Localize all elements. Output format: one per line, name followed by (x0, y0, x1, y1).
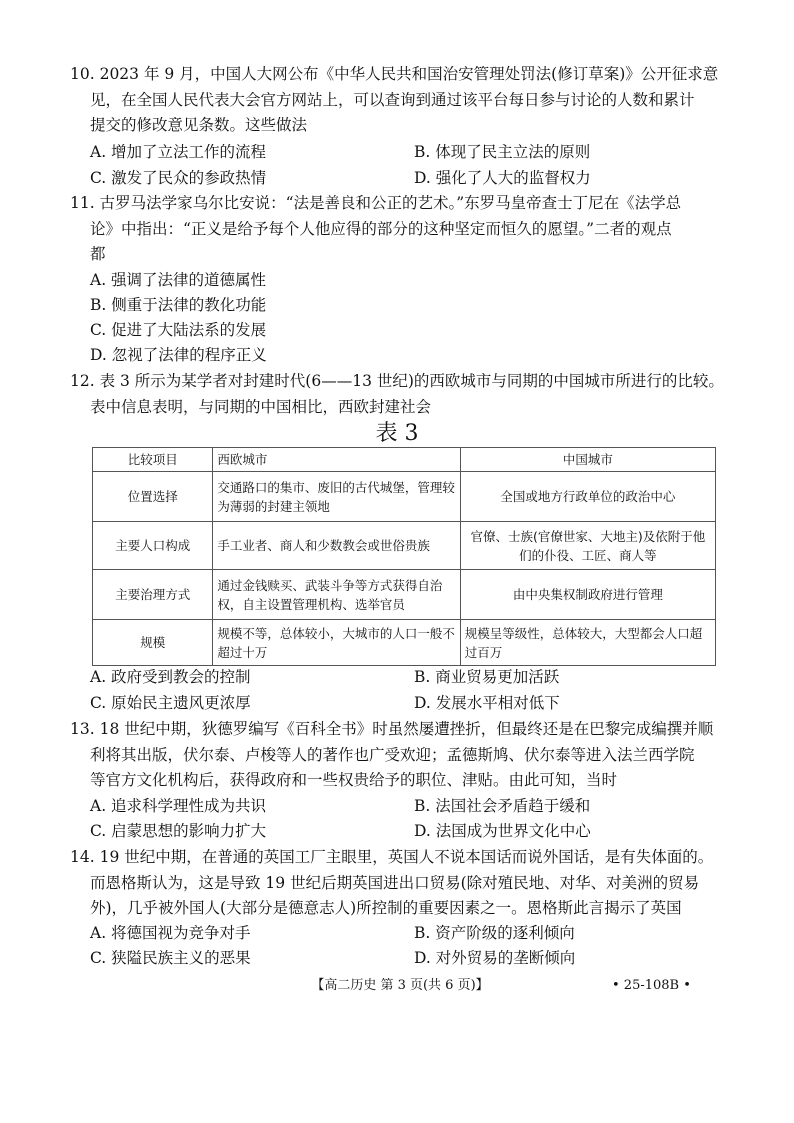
table-row (93, 620, 716, 666)
question-14-line-2: 而恩格斯认为，这是导致 19 世纪后期英国进出口贸易(除对殖民地、对华、对美洲的贸易 (90, 873, 700, 892)
question-10-line-3: 提交的修改意见条数。这些做法 (90, 116, 308, 134)
question-13-line-1: 13. 18 世纪中期，狄德罗编写《百科全书》时虽然屡遭挫折，但最终还是在巴黎完成编撰并顺 (70, 720, 714, 738)
table-row (93, 522, 716, 570)
question-11-line-1: 11. 古罗马法学家乌尔比安说：“法是善良和公正的艺术。”东罗马皇帝查士丁尼在《法学总 (70, 194, 682, 212)
question-14-option-a[interactable]: A. 将德国视为竞争对手 (90, 924, 251, 942)
table-cell: 全国或地方行政单位的政治中心 (460, 472, 715, 522)
table-cell: 交通路口的集市、废旧的古代城堡，管理较为薄弱的封建主领地 (213, 472, 460, 522)
question-10-option-d[interactable]: D. 强化了人大的监督权力 (414, 169, 591, 187)
question-14-option-b[interactable]: B. 资产阶级的逐利倾向 (414, 924, 575, 942)
question-13-option-c[interactable]: C. 启蒙思想的影响力扩大 (90, 822, 267, 840)
table-cell: 规模呈等级性，总体较大，大型都会人口超过百万 (460, 620, 715, 666)
question-12-line-1: 12. 表 3 所示为某学者对封建时代(6——13 世纪)的西欧城市与同期的中国城市所进行的比较。 (70, 372, 724, 390)
table-cell: 规模不等，总体较小，大城市的人口一般不超过十万 (213, 620, 460, 666)
question-12-option-b[interactable]: B. 商业贸易更加活跃 (414, 668, 560, 686)
question-14-line-3: 外)，几乎被外国人(大部分是德意志人)所控制的重要因素之一。恩格斯此言揭示了英国 (90, 899, 682, 917)
table-cell: 官僚、士族(官僚世家、大地主)及依附于他们的仆役、工匠、商人等 (460, 522, 715, 570)
table-row (93, 472, 716, 522)
question-13-line-2: 利将其出版，伏尔泰、卢梭等人的著作也广受欢迎；孟德斯鸠、伏尔泰等进入法兰西学院 (90, 745, 695, 764)
question-12-line-2: 表中信息表明，与同期的中国相比，西欧封建社会 (90, 397, 432, 416)
question-14-stem (70, 845, 730, 922)
question-12-option-d[interactable]: D. 发展水平相对低下 (414, 694, 560, 712)
question-14-option-c[interactable]: C. 狭隘民族主义的恶果 (90, 949, 251, 967)
question-10-option-b[interactable]: B. 体现了民主立法的原则 (414, 143, 591, 161)
table-header-cell: 中国城市 (460, 448, 715, 472)
question-10-stem (70, 62, 730, 139)
question-13-stem (70, 717, 730, 794)
question-10-line-2: 见，在全国人民代表大会官方网站上，可以查询到通过该平台每日参与讨论的人数和累计 (90, 90, 695, 109)
question-12-option-c[interactable]: C. 原始民主遗风更浓厚 (90, 694, 251, 712)
table-cell: 主要治理方式 (93, 570, 213, 620)
table-header-cell: 比较项目 (93, 448, 213, 472)
table-cell: 手工业者、商人和少数教会或世俗贵族 (213, 522, 460, 570)
table-header-cell: 西欧城市 (213, 448, 460, 472)
question-14-option-d[interactable]: D. 对外贸易的垄断倾向 (414, 949, 576, 967)
question-11-option-b[interactable]: B. 侧重于法律的教化功能 (90, 296, 267, 314)
table-cell: 规模 (93, 620, 213, 666)
comparison-table (92, 447, 716, 666)
question-11-option-c[interactable]: C. 促进了大陆法系的发展 (90, 321, 267, 339)
question-13-option-d[interactable]: D. 法国成为世界文化中心 (414, 822, 591, 840)
question-14-line-1: 14. 19 世纪中期，在普通的英国工厂主眼里，英国人不说本国话而说外国话，是有失体面的。 (70, 848, 714, 866)
table-header-row (93, 448, 716, 472)
table-cell: 位置选择 (93, 472, 213, 522)
table-cell: 通过金钱赎买、武装斗争等方式获得自治权，自主设置管理机构、选举官员 (213, 570, 460, 620)
question-12-stem (70, 369, 730, 420)
question-13-option-a[interactable]: A. 追求科学理性成为共识 (90, 797, 267, 815)
table-title: 表 3 (375, 421, 419, 446)
question-10-option-c[interactable]: C. 激发了民众的参政热情 (90, 169, 267, 187)
question-11-option-d[interactable]: D. 忽视了法律的程序正义 (90, 346, 267, 364)
question-10-line-1: 10. 2023 年 9 月，中国人大网公布《中华人民共和国治安管理处罚法(修订草案)》公开征求意 (70, 65, 719, 83)
table-row (93, 570, 716, 620)
question-11-option-a[interactable]: A. 强调了法律的道德属性 (90, 271, 267, 289)
table-cell: 由中央集权制政府进行管理 (460, 570, 715, 620)
question-11-line-3: 都 (90, 245, 106, 263)
question-13-line-3: 等官方文化机构后，获得政府和一些权贵给予的职位、津贴。由此可知，当时 (90, 771, 618, 789)
table-cell: 主要人口构成 (93, 522, 213, 570)
question-12-option-a[interactable]: A. 政府受到教会的控制 (90, 668, 251, 686)
footer-page-info: 【高二历史 第 3 页(共 6 页)】 (311, 978, 489, 993)
question-13-option-b[interactable]: B. 法国社会矛盾趋于缓和 (414, 797, 591, 815)
question-10-option-a[interactable]: A. 增加了立法工作的流程 (90, 143, 267, 161)
question-11-line-2: 论》中指出：“正义是给予每个人他应得的部分的这种坚定而恒久的愿望。”二者的观点 (90, 219, 672, 238)
footer-exam-code: • 25-108B • (612, 978, 691, 993)
question-11-stem (70, 191, 730, 268)
